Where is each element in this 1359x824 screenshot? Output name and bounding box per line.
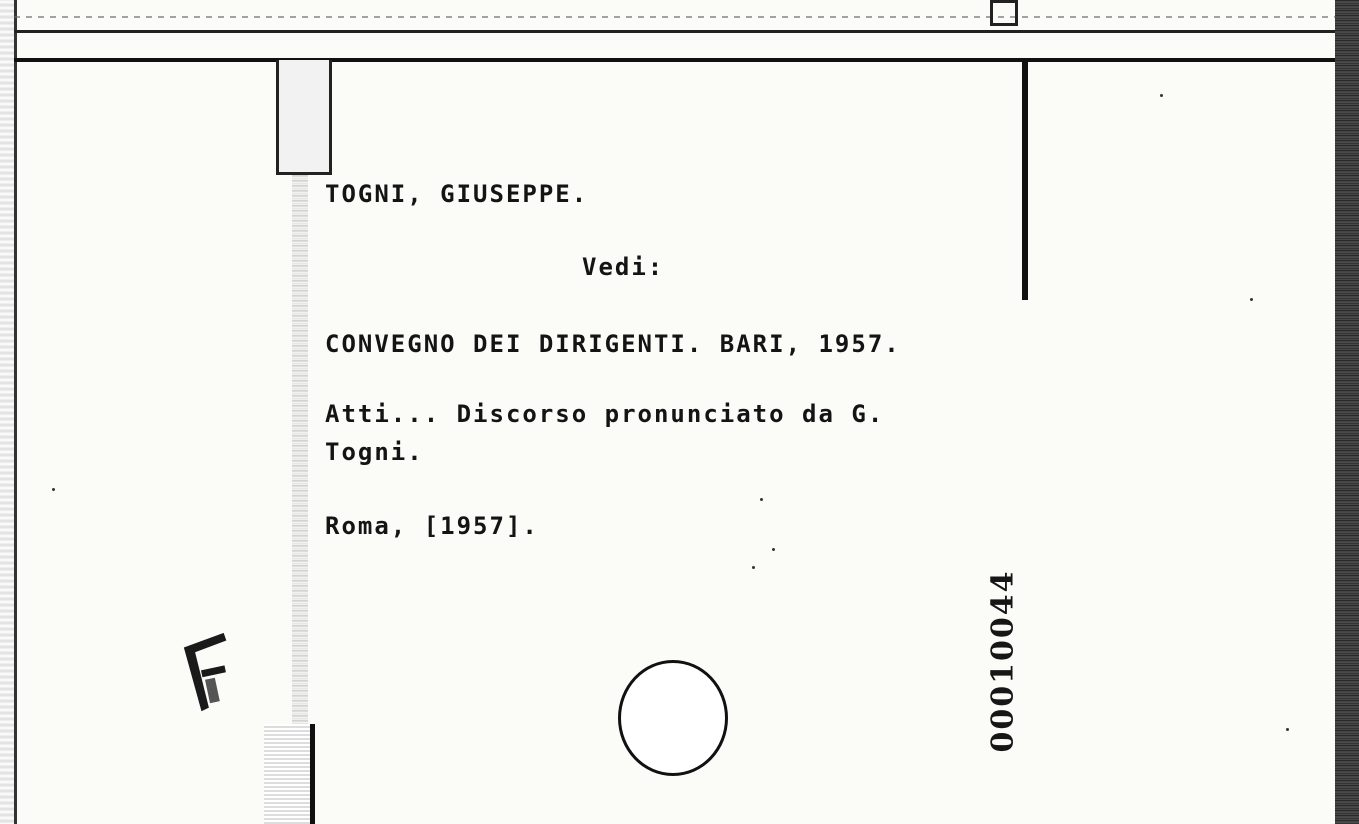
speck [760,498,763,501]
top-dashed-rule [14,16,1335,18]
scan-left-edge [0,0,17,824]
entry-description-line1: Atti... Discorso pronunciato da G. [325,400,885,428]
top-rule [14,30,1335,33]
speck [1250,298,1253,301]
punch-hole [618,660,728,776]
entry-imprint: Roma, [1957]. [325,512,539,540]
card-top-notch [990,0,1018,26]
card-tab-top [276,60,332,175]
scan-right-edge [1335,0,1359,824]
control-number: 00010044 [985,569,1021,753]
corner-mark-icon [181,632,246,717]
speck [1286,728,1289,731]
card-right-rule [1022,62,1028,300]
see-reference-label: Vedi: [582,253,665,281]
speck [52,488,55,491]
entry-title: CONVEGNO DEI DIRIGENTI. BARI, 1957. [325,330,901,358]
entry-description-line2: Togni. [325,438,424,466]
card-top-border [14,58,1335,62]
card-heading: TOGNI, GIUSEPPE. [325,180,589,208]
speck [752,566,755,569]
speck [1160,94,1163,97]
card-tab-bottom [264,724,315,824]
speck [772,548,775,551]
